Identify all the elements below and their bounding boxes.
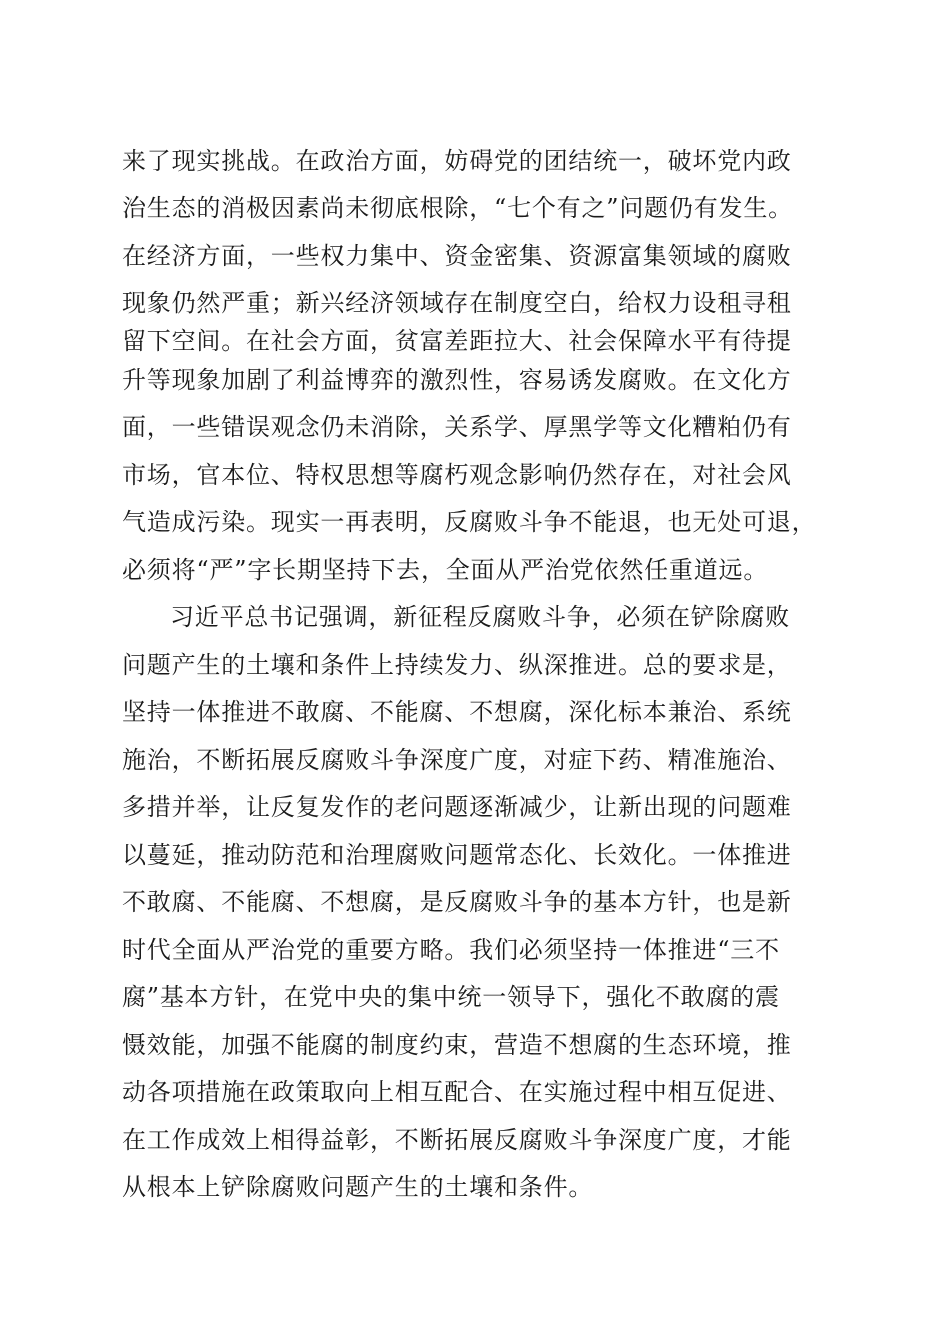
text-line: 在经济方面，一些权力集中、资金密集、资源富集领域的腐败 <box>122 242 792 270</box>
text-line: 不敢腐、不能腐、不想腐，是反腐败斗争的基本方针，也是新 <box>122 888 792 916</box>
text-line: 从根本上铲除腐败问题产生的土壤和条件。 <box>122 1173 594 1201</box>
paragraph-first-line: 习近平总书记强调，新征程反腐败斗争，必须在铲除腐败 <box>170 603 790 631</box>
text-line: 以蔓延，推动防范和治理腐败问题常态化、长效化。一体推进 <box>122 841 792 869</box>
text-line: 升等现象加剧了利益博弈的激烈性，容易诱发腐败。在文化方 <box>122 366 792 394</box>
text-line: 坚持一体推进不敢腐、不能腐、不想腐，深化标本兼治、系统 <box>122 698 792 726</box>
text-line: 市场，官本位、特权思想等腐朽观念影响仍然存在，对社会风 <box>122 461 792 489</box>
text-line: 面，一些错误观念仍未消除，关系学、厚黑学等文化糟粕仍有 <box>122 413 792 441</box>
text-line: 慑效能，加强不能腐的制度约束，营造不想腐的生态环境，推 <box>122 1031 792 1059</box>
text-line: 腐”基本方针，在党中央的集中统一领导下，强化不敢腐的震 <box>122 983 780 1011</box>
text-line: 气造成污染。现实一再表明，反腐败斗争不能退，也无处可退， <box>122 508 817 536</box>
text-line: 多措并举，让反复发作的老问题逐渐减少，让新出现的问题难 <box>122 793 792 821</box>
text-line: 必须将“严”字长期坚持下去，全面从严治党依然任重道远。 <box>122 556 769 584</box>
text-line: 动各项措施在政策取向上相互配合、在实施过程中相互促进、 <box>122 1078 792 1106</box>
text-line: 来了现实挑战。在政治方面，妨碍党的团结统一，破坏党内政 <box>122 147 792 175</box>
text-line: 施治，不断拓展反腐败斗争深度广度，对症下药、精准施治、 <box>122 746 792 774</box>
text-line: 问题产生的土壤和条件上持续发力、纵深推进。总的要求是， <box>122 651 792 679</box>
text-line: 时代全面从严治党的重要方略。我们必须坚持一体推进“三不 <box>122 936 780 964</box>
text-line: 留下空间。在社会方面，贫富差距拉大、社会保障水平有待提 <box>122 327 792 355</box>
text-line: 现象仍然严重；新兴经济领域存在制度空白，给权力设租寻租 <box>122 289 792 317</box>
text-line: 治生态的消极因素尚未彻底根除，“七个有之”问题仍有发生。 <box>122 194 793 222</box>
text-line: 在工作成效上相得益彰，不断拓展反腐败斗争深度广度，才能 <box>122 1126 792 1154</box>
